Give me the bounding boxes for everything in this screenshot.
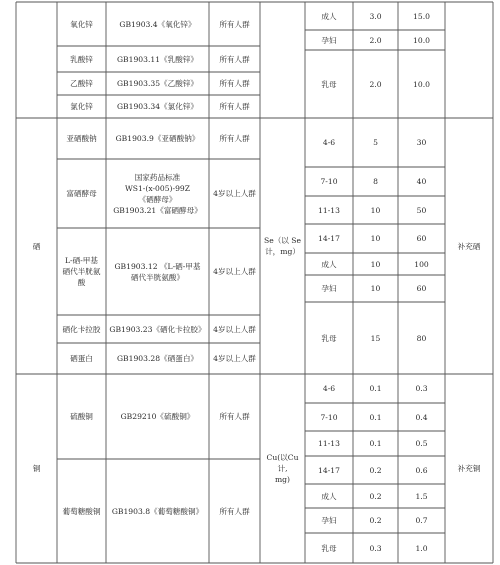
zinc-population-1: 所有人群 [219,19,250,29]
copper-compound-2: 葡萄糖酸铜 [62,506,101,516]
selenium-max-7: 80 [416,333,427,343]
selenium-min-4: 10 [370,234,381,243]
selenium-standard-2: 国家药品标准 WS1-(x-005)-99Z 《硒酵母》 GB1903.21《富硒酵母》 [113,172,202,215]
zinc-max-3: 10.0 [413,79,430,89]
zinc-max-2: 10.0 [413,35,430,45]
zinc-standard-3: GB1903.35《乙酸锌》 [116,79,199,88]
copper-max-3: 0.5 [415,439,428,448]
copper-group-3: 11-13 [318,439,340,448]
copper-min-7: 0.3 [369,543,382,553]
copper-group-5: 成人 [321,491,337,501]
selenium-min-1: 5 [373,138,378,147]
copper-group-7: 乳母 [321,543,337,553]
zinc-max-1: 15.0 [413,11,430,21]
selenium-compound-2: 富硒酵母 [66,189,97,198]
zinc-standard-1: GB1903.4《氧化锌》 [119,19,196,29]
zinc-min-2: 2.0 [369,35,382,45]
zinc-population-2: 所有人群 [219,54,250,64]
zinc-compound-1: 氧化锌 [70,19,93,29]
copper-min-1: 0.1 [369,384,382,393]
zinc-compound-3: 乙酸锌 [70,79,93,88]
selenium-standard-4: GB1903.23《硒化卡拉胶》 [109,324,206,334]
selenium-group-1: 4-6 [322,138,336,147]
selenium-function: 补充硒 [457,241,481,251]
zinc-min-1: 3.0 [369,11,382,21]
selenium-min-5: 10 [370,259,381,269]
selenium-population-3: 4岁以上人群 [213,267,256,276]
selenium-max-3: 50 [416,205,427,215]
selenium-group-6: 孕妇 [321,284,337,293]
selenium-min-7: 15 [370,333,381,343]
copper-min-5: 0.2 [369,491,382,501]
selenium-group-2: 7-10 [320,177,338,186]
selenium-compound-5: 硒蛋白 [70,354,93,363]
selenium-min-6: 10 [370,284,381,293]
zinc-min-3: 2.0 [369,79,382,89]
selenium-compound-4: 硒化卡拉胶 [62,324,101,334]
selenium-standard-1: GB1903.9《亚硒酸钠》 [115,134,200,143]
copper-max-1: 0.3 [415,384,428,393]
copper-unit: Cu(以Cu计, mg) [266,453,299,484]
copper-group-2: 7-10 [320,412,338,422]
selenium-group-7: 乳母 [321,333,337,343]
copper-max-6: 0.7 [415,516,428,525]
zinc-population-3: 所有人群 [219,79,250,88]
selenium-max-6: 60 [416,284,427,293]
selenium-standard-3: GB1903.12 《L-硒-甲基 硒代半胱氨酸》 [114,261,201,282]
zinc-compound-4: 氯化锌 [70,102,93,111]
selenium-group-4: 14-17 [318,234,340,243]
copper-group-1: 4-6 [322,384,336,393]
selenium-group-3: 11-13 [318,205,340,215]
copper-nutrient: 铜 [32,464,41,473]
copper-max-7: 1.0 [415,543,428,553]
selenium-standard-5: GB1903.28《硒蛋白》 [116,354,199,363]
selenium-population-2: 4岁以上人群 [213,189,256,198]
copper-min-6: 0.2 [369,516,382,525]
selenium-population-1: 所有人群 [219,134,250,143]
zinc-compound-2: 乳酸锌 [70,54,93,64]
selenium-nutrient: 硒 [32,241,41,251]
selenium-compound-3: L-硒-甲基 硒代半胱氨 酸 [62,256,101,287]
copper-min-3: 0.1 [369,439,382,448]
copper-function: 补充铜 [457,464,481,473]
selenium-max-1: 30 [416,138,427,147]
selenium-max-2: 40 [416,177,427,186]
selenium-population-4: 4岁以上人群 [213,324,256,334]
zinc-standard-4: GB1903.34《氯化锌》 [116,102,199,111]
selenium-max-4: 60 [416,234,427,243]
zinc-population-4: 所有人群 [219,102,250,111]
copper-group-4: 14-17 [318,465,340,475]
copper-max-2: 0.4 [415,412,428,422]
zinc-group-3: 乳母 [321,79,337,89]
copper-max-4: 0.6 [415,465,428,475]
selenium-population-5: 4岁以上人群 [213,354,256,363]
zinc-group-1: 成人 [321,11,337,21]
copper-population-1: 所有人群 [219,412,250,421]
copper-min-4: 0.2 [369,465,382,475]
selenium-group-5: 成人 [321,259,337,269]
selenium-min-3: 10 [370,205,381,215]
copper-standard-2: GB1903.8《葡萄糖酸铜》 [111,506,204,516]
selenium-max-5: 100 [414,259,429,269]
copper-compound-1: 硫酸铜 [70,412,93,421]
copper-max-5: 1.5 [415,491,428,501]
copper-min-2: 0.1 [369,412,382,422]
copper-population-2: 所有人群 [219,506,250,516]
zinc-group-2: 孕妇 [321,35,337,45]
copper-group-6: 孕妇 [321,516,337,525]
selenium-compound-1: 亚硒酸钠 [66,134,97,143]
zinc-standard-2: GB1903.11《乳酸锌》 [116,54,199,64]
selenium-unit: Se（以 Se 计，mg） [264,236,301,256]
selenium-min-2: 8 [373,177,378,186]
copper-standard-1: GB29210《硫酸铜》 [120,412,195,421]
